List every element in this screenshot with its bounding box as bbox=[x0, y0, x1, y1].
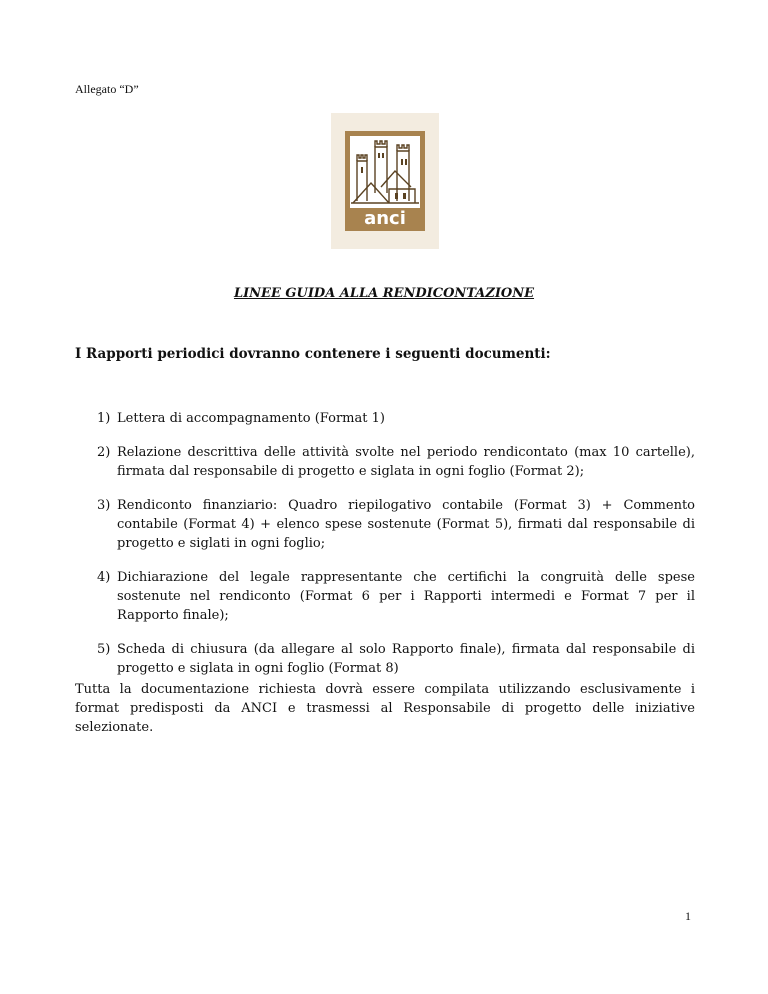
anci-logo-text: anci bbox=[364, 208, 406, 229]
list-item-text: Lettera di accompagnamento (Format 1) bbox=[117, 411, 385, 426]
list-item-number: 3) bbox=[97, 498, 111, 513]
list-item-number: 1) bbox=[97, 411, 111, 426]
list-item bbox=[97, 443, 695, 481]
list-item bbox=[97, 496, 695, 553]
intro-heading: I Rapporti periodici dovranno contenere i seguenti documenti: bbox=[75, 346, 551, 362]
list-item-number: 2) bbox=[97, 445, 111, 460]
list-item-text: Dichiarazione del legale rappresentante che certifichi la congruità delle spese sostenute nel rendiconto (Format 6 per i Rapporti intermedi e Format 7 per il Rapporto finale); bbox=[117, 570, 695, 623]
anci-logo bbox=[331, 113, 439, 249]
list-item bbox=[97, 568, 695, 625]
closing-paragraph: Tutta la documentazione richiesta dovrà essere compilata utilizzando esclusivamente i format predisposti da ANCI e trasmessi al Responsabile di progetto delle iniziative selezionate. bbox=[75, 682, 695, 735]
attachment-label: Allegato “D” bbox=[75, 82, 139, 96]
list-item-text: Scheda di chiusura (da allegare al solo Rapporto finale), firmata dal responsabile di progetto e siglata in ogni foglio (Format 8) bbox=[117, 642, 695, 676]
list-item-number: 4) bbox=[97, 570, 111, 585]
list-item-text: Relazione descrittiva delle attività svolte nel periodo rendicontato (max 10 cartelle), firmata dal responsabile di progetto e siglata in ogni foglio (Format 2); bbox=[117, 445, 695, 479]
list-item-number: 5) bbox=[97, 642, 111, 657]
list-item bbox=[97, 640, 695, 678]
page-number: 1 bbox=[685, 909, 691, 923]
list-item-text: Rendiconto finanziario: Quadro riepilogativo contabile (Format 3) + Commento contabile (Format 4) + elenco spese sostenute (Format 5), firmati dal responsabile di progetto e siglati in ogni foglio; bbox=[117, 498, 695, 551]
anci-logo-emblem bbox=[345, 131, 425, 231]
documents-list bbox=[97, 409, 695, 693]
document-title: LINEE GUIDA ALLA RENDICONTAZIONE bbox=[233, 286, 535, 301]
list-item bbox=[97, 409, 695, 428]
